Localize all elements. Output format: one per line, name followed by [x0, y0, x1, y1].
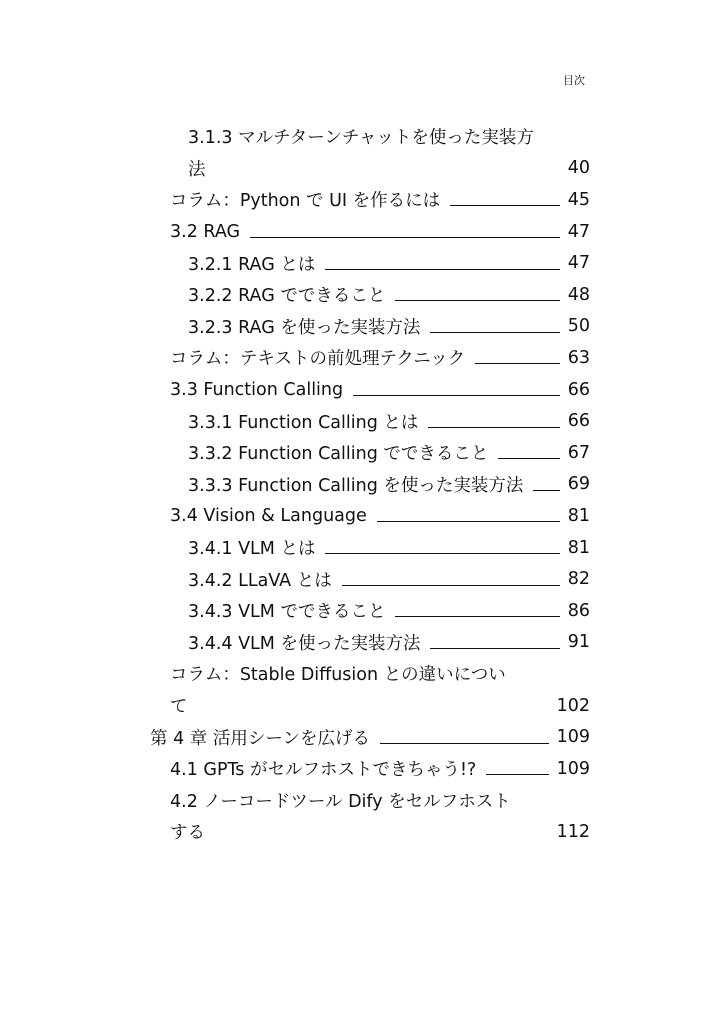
toc-entry-title: 3.3.3 Function Calling を使った実装方法	[188, 475, 524, 496]
leader-line	[380, 743, 549, 744]
toc-entry-title: 3.4 Vision & Language	[170, 505, 367, 526]
toc-page-number: 66	[567, 379, 590, 400]
toc-page-number: 81	[567, 505, 590, 526]
toc-entry[interactable]	[188, 437, 590, 469]
toc-entry-title: て	[170, 697, 188, 718]
toc-entry[interactable]	[170, 658, 590, 690]
toc-entry[interactable]	[170, 216, 590, 248]
toc-entry[interactable]	[170, 374, 590, 406]
leader-line	[395, 300, 559, 301]
toc-page-number: 102	[556, 695, 590, 716]
toc-page-number: 47	[567, 253, 590, 274]
toc-page-number: 91	[567, 632, 590, 653]
toc-entry-title: 3.2.1 RAG とは	[188, 254, 316, 275]
toc-entry-title: コラム：テキストの前処理テクニック	[170, 349, 466, 370]
toc-entry-title: 4.2 ノーコードツール Dify をセルフホスト	[170, 791, 511, 812]
leader-line	[250, 237, 560, 238]
toc-entry-title: 3.1.3 マルチターンチャットを使った実装方	[188, 128, 534, 149]
running-header: 目次	[563, 74, 585, 87]
leader-line	[430, 332, 559, 333]
toc-entry-title: コラム：Stable Diffusion との違いについ	[170, 665, 506, 686]
leader-line	[325, 553, 559, 554]
toc-page-number: 109	[556, 727, 590, 748]
leader-line	[377, 521, 560, 522]
toc-entry[interactable]	[150, 721, 590, 753]
toc-entry[interactable]	[188, 279, 590, 311]
toc-entry-title: 法	[188, 159, 206, 180]
toc-entry-title: 3.2.3 RAG を使った実装方法	[188, 317, 421, 338]
leader-line	[353, 395, 560, 396]
leader-line	[498, 458, 559, 459]
toc-entry[interactable]	[188, 627, 590, 659]
toc-page-number: 45	[567, 189, 590, 210]
leader-line	[430, 648, 559, 649]
toc-entry[interactable]	[170, 816, 590, 848]
leader-line	[325, 269, 559, 270]
toc-page-number: 66	[567, 411, 590, 432]
toc-entry-title: する	[170, 823, 205, 844]
toc-entry-title: 3.3.1 Function Calling とは	[188, 412, 419, 433]
toc-page-number: 82	[567, 569, 590, 590]
toc-entry[interactable]	[170, 690, 590, 722]
toc-entry[interactable]	[188, 247, 590, 279]
toc-entry[interactable]	[188, 595, 590, 627]
toc-page-number: 109	[556, 758, 590, 779]
toc-entry-title: 3.4.3 VLM でできること	[188, 602, 386, 623]
toc-entry[interactable]	[170, 500, 590, 532]
toc-page-number: 69	[567, 474, 590, 495]
toc-entry[interactable]	[188, 532, 590, 564]
toc-entry[interactable]	[170, 184, 590, 216]
leader-line	[486, 774, 548, 775]
toc-page-number: 48	[567, 284, 590, 305]
toc-entry[interactable]	[170, 785, 590, 817]
leader-line	[533, 490, 559, 491]
leader-line	[450, 205, 560, 206]
toc-entry-title: 3.4.1 VLM とは	[188, 539, 316, 560]
leader-line	[428, 427, 559, 428]
toc-page-number: 112	[556, 821, 590, 842]
toc-entry[interactable]	[188, 405, 590, 437]
toc-entry-title: 3.3 Function Calling	[170, 379, 344, 400]
toc-entry[interactable]	[170, 342, 590, 374]
toc-page-number: 81	[567, 537, 590, 558]
leader-line	[342, 585, 560, 586]
leader-line	[395, 616, 559, 617]
toc-entry[interactable]	[188, 153, 590, 185]
toc-entry-title: 3.4.2 LLaVA とは	[188, 570, 332, 591]
toc-entry[interactable]	[188, 311, 590, 343]
leader-line	[475, 363, 559, 364]
toc-entry[interactable]	[188, 121, 590, 153]
toc-entry-title: 3.4.4 VLM を使った実装方法	[188, 633, 421, 654]
toc-entry[interactable]	[170, 753, 590, 785]
toc-entry[interactable]	[188, 563, 590, 595]
toc-entry[interactable]	[188, 469, 590, 501]
toc-entry-title: 3.3.2 Function Calling でできること	[188, 444, 489, 465]
toc-entry-title: 4.1 GPTs がセルフホストできちゃう!?	[170, 760, 477, 781]
toc-page-number: 50	[567, 316, 590, 337]
toc-entry-title: 3.2.2 RAG でできること	[188, 286, 386, 307]
toc-entry-title: 3.2 RAG	[170, 221, 241, 242]
toc-entry-title: コラム：Python で UI を作るには	[170, 191, 441, 212]
toc-page-number: 67	[567, 442, 590, 463]
toc-page-number: 86	[567, 600, 590, 621]
toc-page-number: 47	[567, 221, 590, 242]
toc-page-number: 40	[567, 158, 590, 179]
toc-entry-title: 第 4 章 活用シーンを広げる	[150, 728, 370, 749]
toc-page-number: 63	[567, 347, 590, 368]
